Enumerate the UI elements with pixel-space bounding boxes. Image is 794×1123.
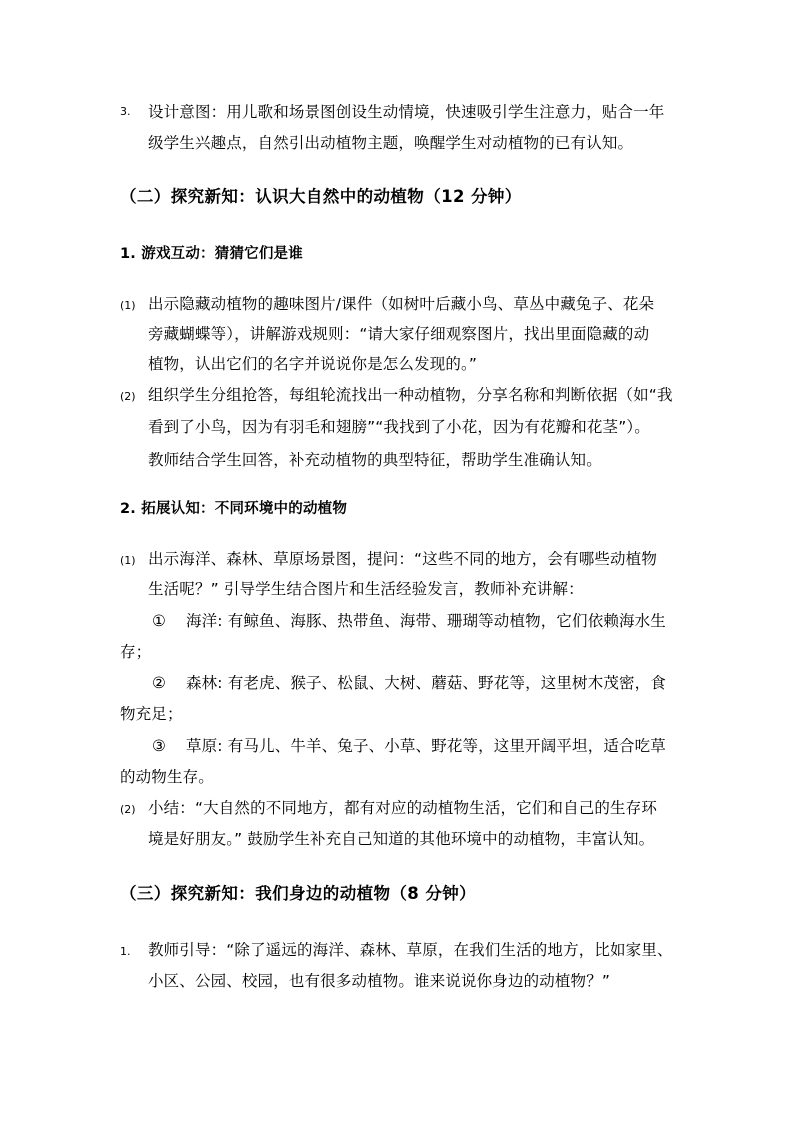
- list-marker: 1.: [120, 945, 131, 958]
- circled-number: ①: [152, 612, 167, 630]
- circled-number: ②: [152, 674, 167, 692]
- paragraph-line: 小区、公园、校园，也有很多动植物。谁来说说你身边的动植物？”: [148, 972, 611, 990]
- paragraph-line: 出示隐藏动植物的趣味图片/课件（如树叶后藏小鸟、草丛中藏兔子、花朵: [148, 295, 655, 313]
- subsection-heading: 1. 游戏互动：猜猜它们是谁: [120, 246, 303, 262]
- paragraph-line: 看到了小鸟，因为有羽毛和翅膀”“我找到了小花，因为有花瓣和花茎”）。: [148, 418, 650, 436]
- paragraph-line: 旁藏蝴蝶等），讲解游戏规则：“请大家仔细观察图片，找出里面隐藏的动: [148, 325, 650, 343]
- list-marker: 3.: [120, 105, 131, 118]
- paragraph-line: 级学生兴趣点，自然引出动植物主题，唤醒学生对动植物的已有认知。: [148, 134, 634, 152]
- section-heading: （三）探究新知：我们身边的动植物（8 分钟）: [120, 884, 477, 903]
- paragraph-line: 组织学生分组抢答，每组轮流找出一种动植物，分享名称和判断依据（如“我: [148, 386, 673, 404]
- paragraph-line: 海洋: 有鲸鱼、海豚、热带鱼、海带、珊瑚等动植物，它们依赖海水生: [186, 612, 666, 630]
- circled-number: ③: [152, 737, 167, 755]
- paragraph-line: 植物，认出它们的名字并说说你是怎么发现的。”: [148, 355, 478, 373]
- paragraph-line: 小结：“大自然的不同地方，都有对应的动植物生活，它们和自己的生存环: [148, 799, 657, 817]
- paragraph-line: 的动物生存。: [120, 768, 214, 786]
- paragraph-line: 存；: [120, 643, 152, 661]
- list-marker: (2): [120, 390, 136, 403]
- list-marker: (1): [120, 554, 136, 567]
- paragraph-line: 出示海洋、森林、草原场景图，提问：“这些不同的地方，会有哪些动植物: [148, 550, 657, 568]
- paragraph-line: 生活呢？” 引导学生结合图片和生活经验发言，教师补充讲解：: [148, 580, 584, 598]
- paragraph-line: 森林: 有老虎、猴子、松鼠、大树、蘑菇、野花等，这里树木茂密，食: [186, 674, 666, 692]
- paragraph-line: 境是好朋友。” 鼓励学生补充自己知道的其他环境中的动植物，丰富认知。: [148, 830, 655, 848]
- paragraph-line: 草原: 有马儿、牛羊、兔子、小草、野花等，这里开阔平坦，适合吃草: [186, 737, 666, 755]
- list-marker: (2): [120, 803, 136, 816]
- list-marker: (1): [120, 299, 136, 312]
- paragraph-line: 教师结合学生回答，补充动植物的典型特征，帮助学生准确认知。: [148, 451, 602, 469]
- subsection-heading: 2. 拓展认知：不同环境中的动植物: [120, 501, 348, 517]
- paragraph-line: 设计意图：用儿歌和场景图创设生动情境，快速吸引学生注意力，贴合一年: [148, 103, 665, 121]
- section-heading: （二）探究新知：认识大自然中的动植物（12 分钟）: [120, 187, 522, 206]
- paragraph-line: 物充足；: [120, 705, 183, 723]
- paragraph-line: 教师引导：“除了遥远的海洋、森林、草原，在我们生活的地方，比如家里、: [148, 941, 673, 959]
